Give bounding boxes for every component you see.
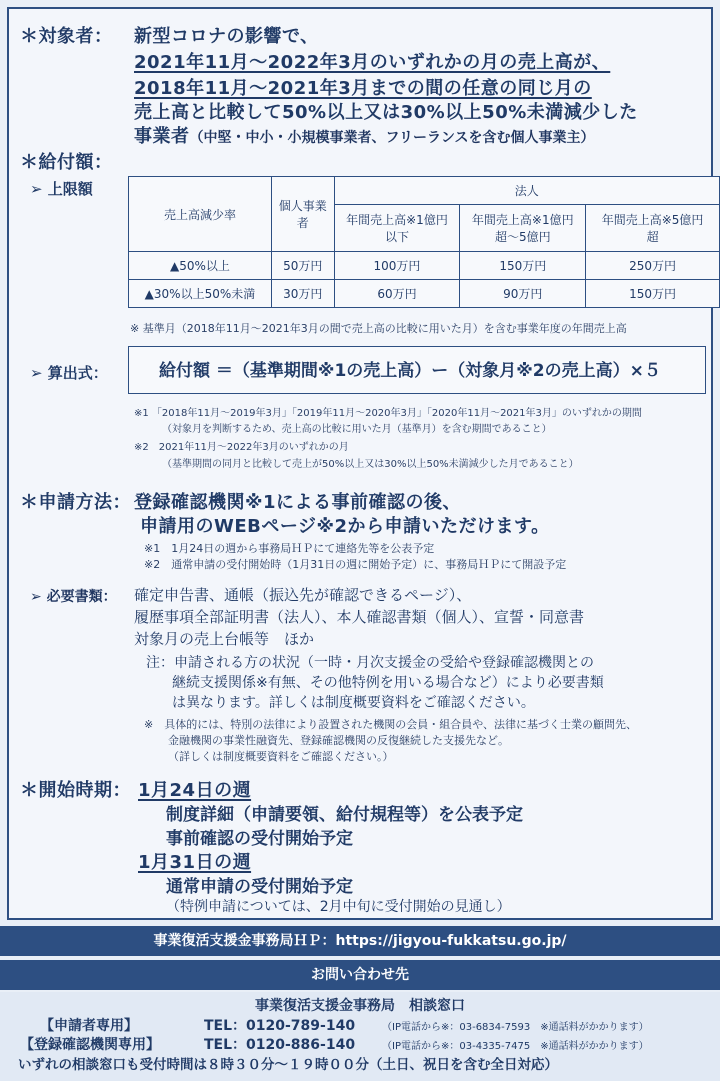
- formula-note-1b: （対象月を判断するため、売上高の比較に用いた月（基準月）を含む期間であること）: [162, 424, 552, 435]
- th-reduction: 売上高減少率: [129, 177, 272, 252]
- docs-line-3: 対象月の売上台帳等 ほか: [134, 630, 315, 648]
- table-note: ※ 基準月（2018年11月～2021年3月の間で売上高の比較に用いた月）を含む事業年度の年間売上高: [130, 322, 627, 335]
- start-week-1: 1月24日の週: [138, 780, 252, 801]
- table-cell: 250万円: [586, 252, 720, 280]
- table-cell: 30万円: [271, 280, 334, 308]
- table-cell: ▲50%以上: [129, 252, 272, 280]
- docs-line-1: 確定申告書、通帳（振込先が確認できるページ）、: [134, 586, 472, 604]
- target-label: ＊対象者：: [20, 26, 113, 47]
- target-line-3: 2018年11月～2021年3月までの間の任意の同じ月の: [134, 78, 592, 99]
- formula-note-2b: （基準期間の同月と比較して売上が50%以上又は30%以上50%未満減少した月であること）: [162, 459, 579, 470]
- inquiry-bar: お問い合わせ先: [0, 960, 720, 990]
- docs-note-3: （詳しくは制度概要資料をご確認ください。）: [168, 750, 394, 763]
- docs-note-2: 金融機関の事業性融資先、登録確認機関の反復継続した支援先など。: [168, 734, 509, 747]
- th-corp-3: 年間売上高※5億円超: [586, 205, 720, 252]
- apply-line-1: 登録確認機関※1による事前確認の後、: [134, 492, 462, 513]
- table-cell: ▲30%以上50%未満: [129, 280, 272, 308]
- hp-bar: [0, 926, 720, 956]
- start-w1-item-1: 制度詳細（申請要領、給付規程等）を公表予定: [166, 805, 523, 825]
- docs-caution-1: 注：申請される方の状況（一時・月次支援金の受給や登録確認機関との: [146, 655, 594, 671]
- docs-caution-3: は異なります。詳しくは制度概要資料をご確認ください。: [172, 695, 535, 711]
- start-label: ＊開始時期：: [20, 780, 131, 801]
- docs-note-1: ※ 具体的には、特別の法律により設置された機関の会員・組合員や、法律に基づく士業の顧問先、: [144, 718, 637, 731]
- table-cell: 60万円: [334, 280, 460, 308]
- docs-caution-2: 継続支援関係※有無、その他特例を用いる場合など）により必要書類: [172, 675, 604, 691]
- docs-label: ➢ 必要書類：: [30, 589, 117, 605]
- apply-note-2: ※2 通常申請の受付開始時（1月31日の週に開始予定）に、事務局ＨＰにて開設予定: [144, 558, 567, 571]
- formula-label: ➢ 算出式：: [30, 364, 108, 382]
- apply-label: ＊申請方法：: [20, 492, 131, 513]
- formula-note-1: ※1 「2018年11月～2019年3月」「2019年11月～2020年3月」「2020年11月～2021年3月」のいずれかの期間: [134, 408, 642, 419]
- contact-row1-label: 【申請者専用】: [40, 1018, 138, 1034]
- start-w2-item-2: （特例申請については、2月中旬に受付開始の見通し）: [166, 899, 511, 915]
- th-individual: 個人事業者: [271, 177, 334, 252]
- start-w2-item-1: 通常申請の受付開始予定: [166, 877, 353, 897]
- contact-row2-label: 【登録確認機関専用】: [20, 1037, 160, 1053]
- table-cell: 150万円: [460, 252, 586, 280]
- th-corp-2: 年間売上高※1億円超～5億円: [460, 205, 586, 252]
- amount-label: ＊給付額：: [20, 152, 113, 173]
- start-w1-item-2: 事前確認の受付開始予定: [166, 829, 353, 849]
- start-week-2: 1月31日の週: [138, 852, 252, 873]
- target-line-2: 2021年11月～2022年3月のいずれかの月の売上高が、: [134, 52, 611, 73]
- table-cell: 150万円: [586, 280, 720, 308]
- contact-row2-ip: （IP電話から※：03-4335-7475 ※通話料がかかります）: [382, 1041, 649, 1052]
- apply-note-1: ※1 1月24日の週から事務局ＨＰにて連絡先等を公表予定: [144, 542, 435, 555]
- formula-box: 給付額 ＝（基準期間※1の売上高）ー（対象月※2の売上高）×５: [128, 346, 706, 394]
- target-line-5: [134, 122, 595, 148]
- limit-label: ➢ 上限額: [30, 180, 93, 198]
- hp-link[interactable]: 事業復活支援金事務局ＨＰ：https://jigyou-fukkatsu.go.jp/: [153, 933, 567, 949]
- limit-table: [128, 176, 720, 308]
- th-corp-1: 年間売上高※1億円以下: [334, 205, 460, 252]
- apply-line-2: 申請用のWEBページ※2から申請いただけます。: [140, 516, 550, 537]
- contact-hours: いずれの相談窓口も受付時間は８時３０分～１９時００分（土日、祝日を含む全日対応）: [18, 1057, 558, 1073]
- contact-row1-ip: （IP電話から※：03-6834-7593 ※通話料がかかります）: [382, 1022, 649, 1033]
- table-cell: 90万円: [460, 280, 586, 308]
- table-cell: 50万円: [271, 252, 334, 280]
- contact-row1-tel[interactable]: TEL：0120-789-140: [204, 1018, 356, 1034]
- contact-title: 事業復活支援金事務局 相談窓口: [255, 998, 465, 1014]
- formula-note-2: ※2 2021年11月～2022年3月のいずれかの月: [134, 442, 349, 453]
- contact-section: [0, 992, 720, 1081]
- target-business: 事業者: [134, 126, 190, 147]
- contact-row2-tel[interactable]: TEL：0120-886-140: [204, 1037, 356, 1053]
- target-business-note: （中堅・中小・小規模事業者、フリーランスを含む個人事業主）: [189, 130, 595, 146]
- docs-line-2: 履歴事項全部証明書（法人）、本人確認書類（個人）、宣誓・同意書: [134, 608, 585, 626]
- th-corp: 法人: [334, 177, 719, 205]
- table-cell: 100万円: [334, 252, 460, 280]
- target-line-4: 売上高と比較して50%以上又は30%以上50%未満減少した: [134, 102, 638, 123]
- target-line-1: 新型コロナの影響で、: [134, 26, 319, 47]
